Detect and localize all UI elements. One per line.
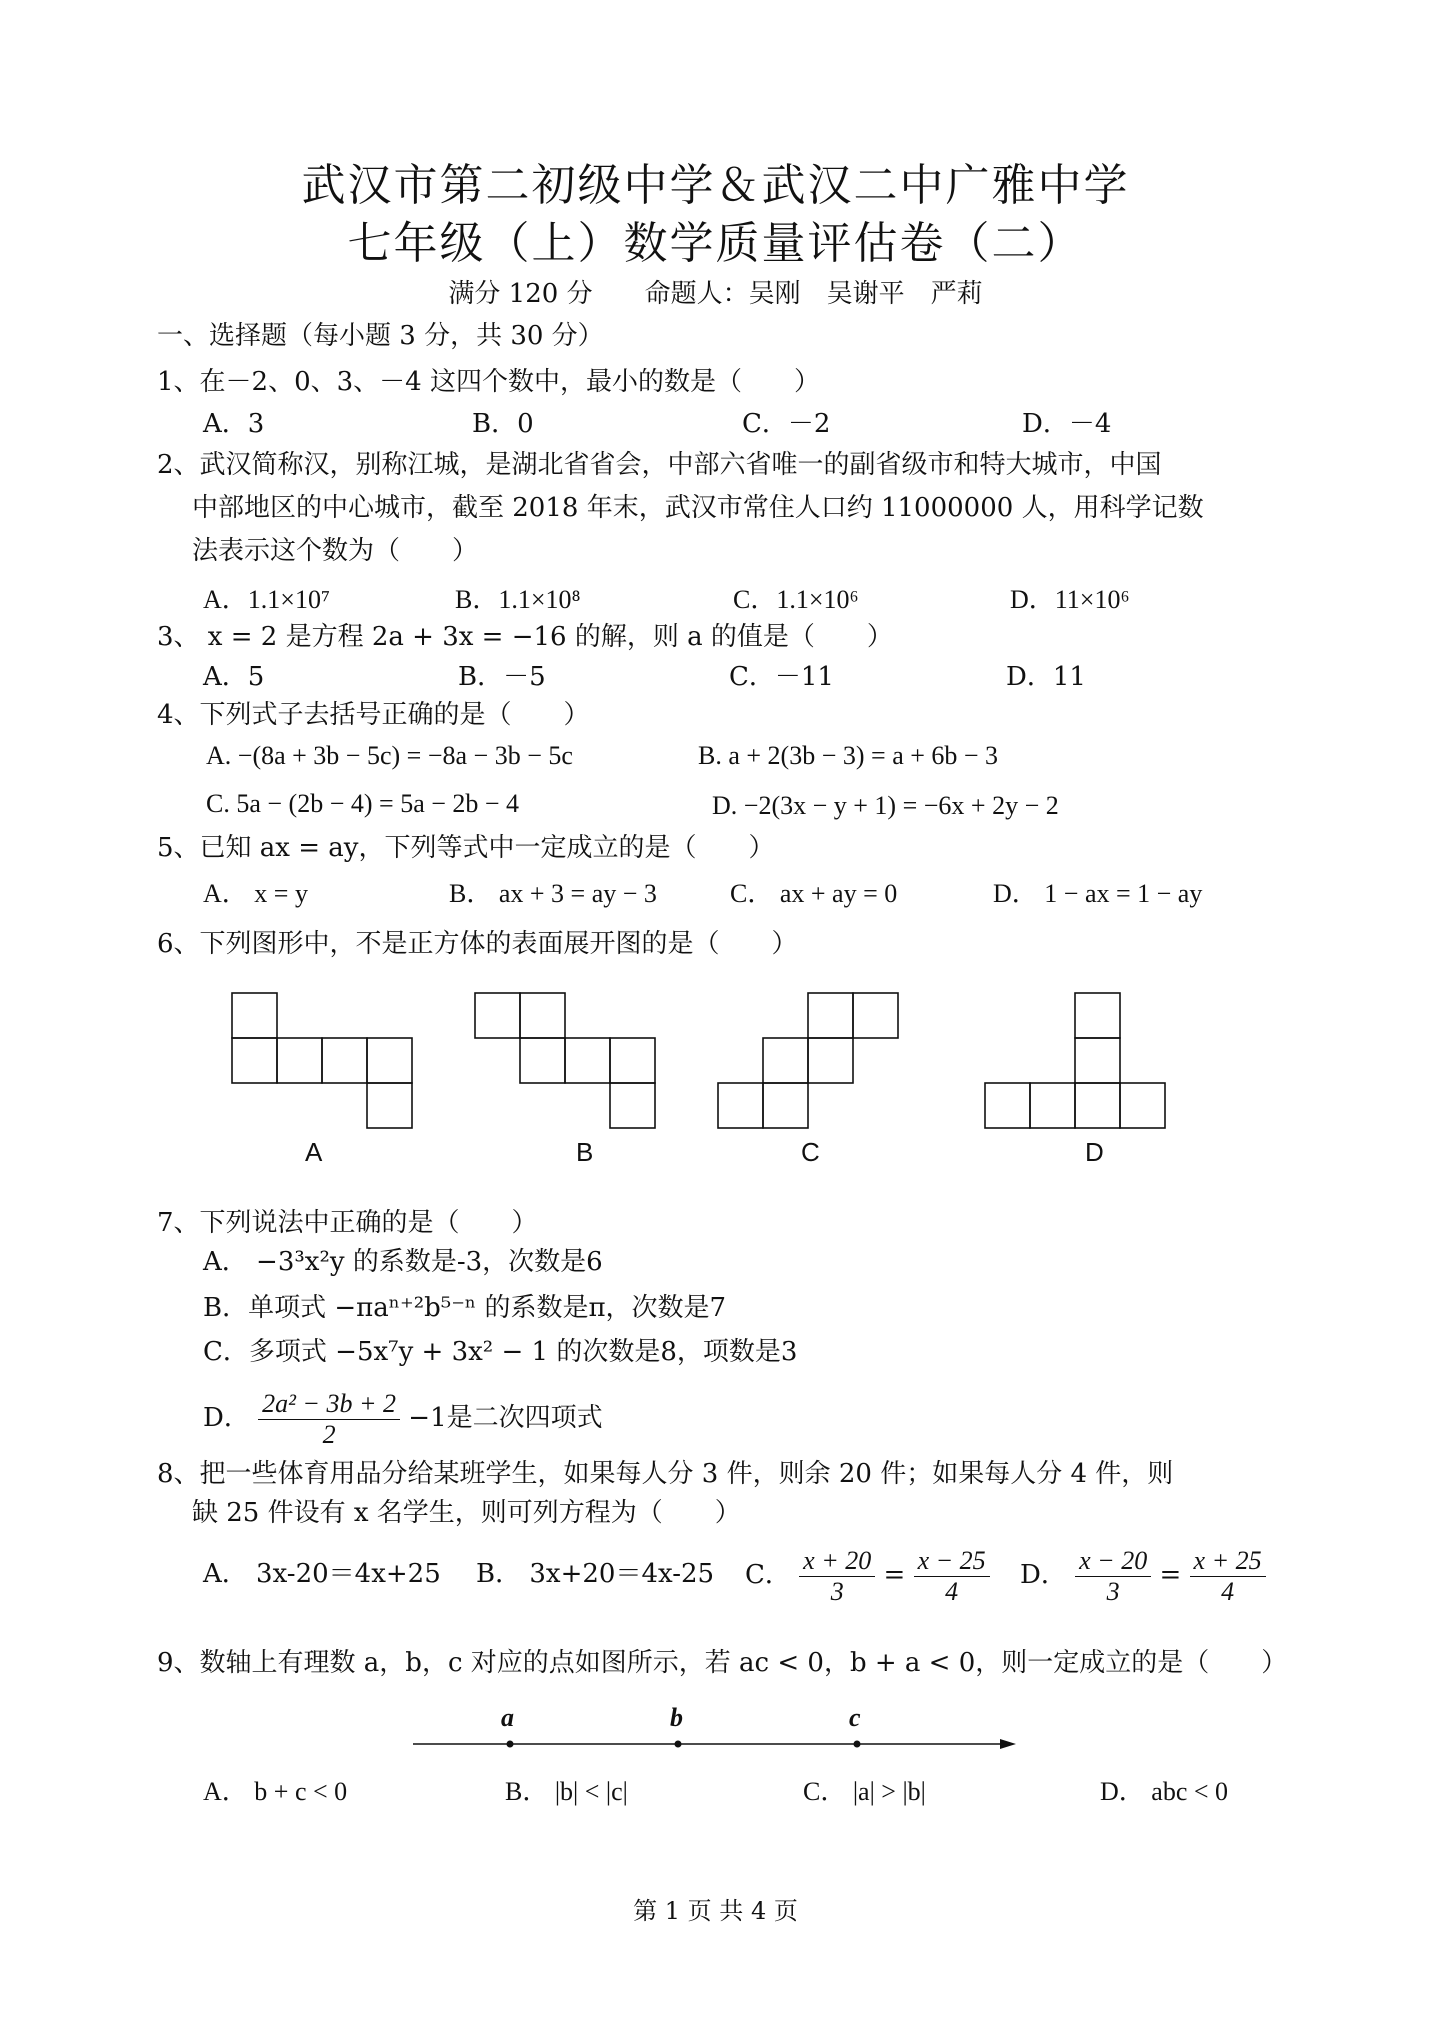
number-line (413, 1739, 1016, 1749)
q1-stem: 1、在－2、0、3、－4 这四个数中，最小的数是（ ） (157, 367, 820, 397)
q1-option-c: C．－2 (742, 409, 831, 439)
q5-option-a: A． x = y (203, 879, 308, 908)
q7-option-d (203, 1388, 603, 1450)
q3-option-b: B．－5 (458, 662, 546, 692)
q8-d-right-numerator: x + 25 (1190, 1546, 1266, 1577)
q3-stem: 3、 x = 2 是方程 2a + 3x = −16 的解，则 a 的值是（ ） (157, 622, 893, 652)
q4-option-b: B. a + 2(3b − 3) = a + 6b − 3 (698, 741, 999, 770)
exam-meta: 满分 120 分 命题人：吴刚 吴谢平 严莉 (448, 279, 983, 309)
number-line-label-a: a (501, 1703, 514, 1732)
q4-stem: 4、下列式子去括号正确的是（ ） (157, 700, 590, 730)
title-line-1: 武汉市第二初级中学＆武汉二中广雅中学 (301, 160, 1130, 211)
q4-option-a: A. −(8a + 3b − 5c) = −8a − 3b − 5c (206, 741, 573, 770)
q8-option-d: D． $\frac{x - 20}{3}$ = $\frac{x + 25}{4}$ (1020, 1540, 1266, 1610)
page-footer: 第 1 页 共 4 页 (633, 1897, 798, 1925)
q2-option-a: A．1.1×10⁷ (203, 585, 331, 614)
cube-net-b (475, 993, 655, 1128)
q9-option-b: B． |b| < |c| (505, 1777, 628, 1806)
q9-option-d: D． abc < 0 (1100, 1777, 1229, 1806)
title-line-2: 七年级（上）数学质量评估卷（二） (347, 218, 1084, 269)
q7-option-d-text: −1是二次四项式 (408, 1403, 603, 1433)
q1-option-b: B．0 (472, 409, 534, 439)
q7-option-a: A． −3³x²y 的系数是-3，次数是6 (203, 1247, 603, 1277)
q2-stem-line-1: 2、武汉简称汉，别称江城，是湖北省省会，中部六省唯一的副省级市和特大城市，中国 (157, 450, 1162, 480)
cube-net-d (985, 993, 1165, 1128)
q8-option-d-left-fraction (1075, 1546, 1151, 1607)
cube-net-label-c: C (801, 1137, 820, 1167)
cube-net-label-b: B (576, 1137, 594, 1167)
q7-option-b: B．单项式 −πaⁿ⁺²b⁵⁻ⁿ 的系数是π，次数是7 (203, 1293, 727, 1323)
q7-option-d-label: D． (203, 1403, 250, 1433)
q8-option-b: B． 3x+20＝4x-25 (476, 1559, 715, 1589)
q7-option-d-fraction (258, 1389, 400, 1450)
number-line-point-a (507, 1741, 514, 1748)
q8-option-a: A． 3x-20＝4x+25 (203, 1559, 441, 1589)
q1-option-a: A．3 (203, 409, 265, 439)
cube-net-label-d: D (1085, 1137, 1104, 1167)
q2-option-c: C．1.1×10⁶ (733, 585, 859, 614)
q9-option-c: C． |a| > |b| (803, 1777, 926, 1806)
q7-option-c: C．多项式 −5x⁷y + 3x² − 1 的次数是8，项数是3 (203, 1337, 798, 1367)
q2-stem-line-2: 中部地区的中心城市，截至 2018 年末，武汉市常住人口约 11000000 人，用科学记数 (192, 493, 1204, 523)
number-line-point-c (854, 1741, 861, 1748)
q9-option-a: A． b + c < 0 (203, 1777, 348, 1806)
q9-stem: 9、数轴上有理数 a，b，c 对应的点如图所示，若 ac < 0，b + a < 0，则一定成立的是（ ） (157, 1648, 1288, 1678)
q8-c-right-numerator: x − 25 (914, 1546, 990, 1577)
q8-d-left-denominator: 3 (1106, 1576, 1120, 1606)
number-line-label-c: c (849, 1703, 861, 1732)
cube-net-c (718, 993, 898, 1128)
number-line-label-b: b (670, 1703, 683, 1732)
section-heading: 一、选择题（每小题 3 分，共 30 分） (157, 321, 604, 351)
q5-option-d: D． 1 − ax = 1 − ay (993, 879, 1203, 908)
q8-option-c-left-fraction (799, 1546, 875, 1607)
q8-d-right-denominator: 4 (1221, 1576, 1235, 1606)
q8-option-d-label: D． (1020, 1560, 1067, 1590)
q8-stem-line-1: 8、把一些体育用品分给某班学生，如果每人分 3 件，则余 20 件；如果每人分 4 件，则 (157, 1459, 1174, 1489)
q8-d-left-numerator: x − 20 (1075, 1546, 1151, 1577)
q2-option-d: D．11×10⁶ (1010, 585, 1130, 614)
q2-option-b: B．1.1×10⁸ (455, 585, 581, 614)
cube-net-label-a: A (305, 1137, 323, 1167)
cube-net-a (232, 993, 412, 1128)
q8-option-c: C． $\frac{x + 20}{3}$ = $\frac{x - 25}{4}$ (745, 1540, 990, 1610)
q4-option-c: C. 5a − (2b − 4) = 5a − 2b − 4 (206, 789, 520, 818)
q8-option-c-label: C． (745, 1560, 791, 1590)
q5-option-b: B． ax + 3 = ay − 3 (449, 879, 657, 908)
q8-c-right-denominator: 4 (945, 1576, 959, 1606)
q3-option-c: C．－11 (729, 662, 834, 692)
q4-option-d: D. −2(3x − y + 1) = −6x + 2y − 2 (712, 791, 1059, 820)
q2-stem-line-3: 法表示这个数为（ ） (192, 536, 479, 566)
q5-option-c: C． ax + ay = 0 (730, 879, 898, 908)
q6-stem: 6、下列图形中，不是正方体的表面展开图的是（ ） (157, 929, 798, 959)
q8-option-c-right-fraction (914, 1546, 990, 1607)
q8-option-d-right-fraction (1190, 1546, 1266, 1607)
q7-stem: 7、下列说法中正确的是（ ） (157, 1208, 538, 1238)
q8-stem-line-2: 缺 25 件设有 x 名学生，则可列方程为（ ） (192, 1498, 741, 1528)
q7-option-d-numerator: 2a² − 3b + 2 (258, 1389, 400, 1420)
q8-c-left-denominator: 3 (830, 1576, 844, 1606)
q7-option-d-denominator: 2 (322, 1419, 336, 1449)
number-line-point-b (675, 1741, 682, 1748)
q8-c-left-numerator: x + 20 (799, 1546, 875, 1577)
q3-option-a: A．5 (203, 662, 265, 692)
q3-option-d: D．11 (1006, 662, 1086, 692)
q1-option-d: D．－4 (1022, 409, 1112, 439)
q5-stem: 5、已知 ax = ay，下列等式中一定成立的是（ ） (157, 833, 775, 863)
